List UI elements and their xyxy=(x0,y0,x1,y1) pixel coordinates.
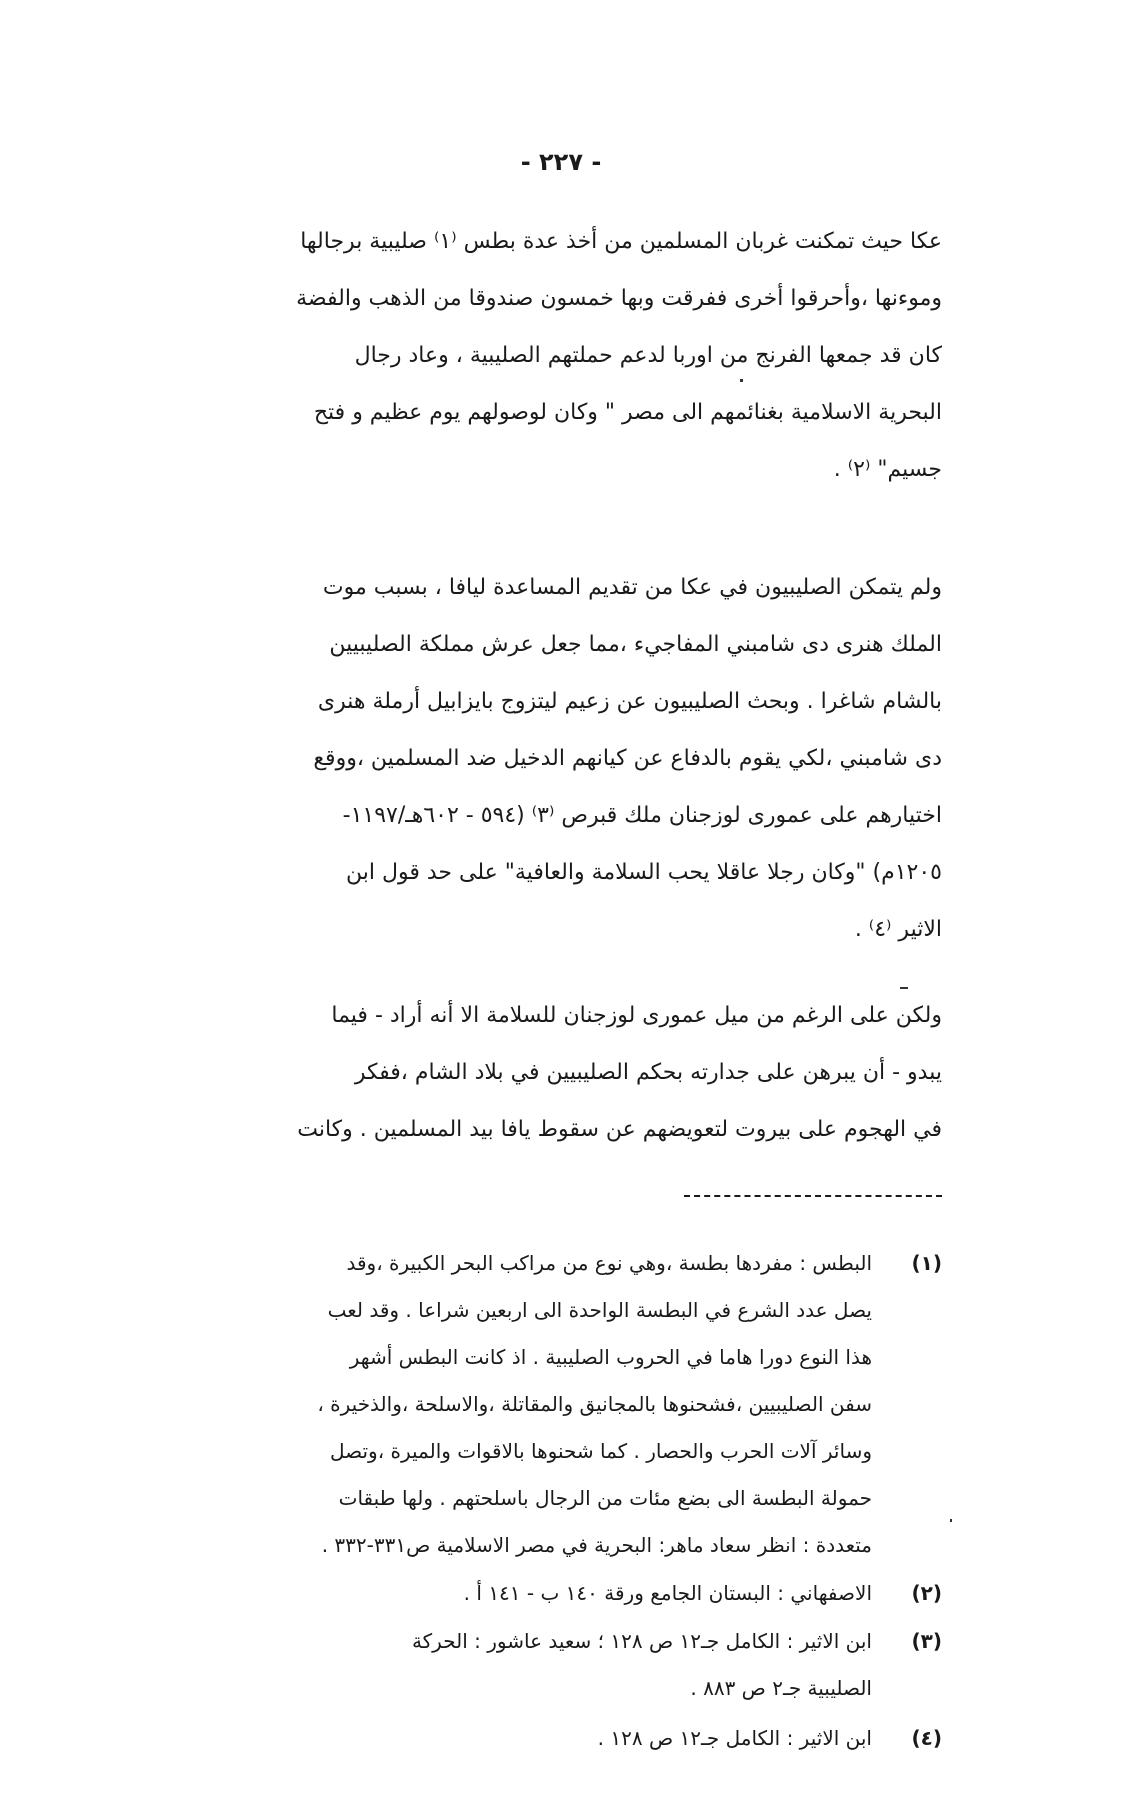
scan-speck xyxy=(740,379,743,382)
paragraph-line: عكا حيث تمكنت غربان المسلمين من أخذ عدة بطس ⁽١⁾ صليبية برجالها xyxy=(300,229,942,254)
footnote-text: البطس : مفردها بطسة ،وهي نوع من مراكب البحر الكبيرة ،وقد xyxy=(346,1251,872,1275)
paragraph-line: في الهجوم على بيروت لتعويضهم عن سقوط يافا بيد المسلمين . وكانت xyxy=(297,1117,942,1142)
footnote-1-line: حمولة البطسة الى بضع مئات من الرجال باسلحتهم . ولها طبقات xyxy=(338,1486,872,1510)
page-number: - ٢٢٧ - xyxy=(520,148,602,176)
scan-speck xyxy=(900,987,908,989)
paragraph-line: ١٢٠٥م) "وكان رجلا عاقلا يحب السلامة والعافية" على حد قول ابن xyxy=(346,860,942,885)
footnote-text: ابن الاثير : الكامل جـ١٢ ص ١٢٨ ؛ سعيد عاشور : الحركة xyxy=(411,1629,872,1653)
footnote-text: الاصفهاني : البستان الجامع ورقة ١٤٠ ب - ١٤١ أ . xyxy=(463,1581,872,1605)
paragraph-line: كان قد جمعها الفرنج من اوربا لدعم حملتهم الصليبية ، وعاد رجال xyxy=(354,343,942,368)
footnote-1-line: وسائر آلات الحرب والحصار . كما شحنوها بالاقوات والميرة ،وتصل xyxy=(329,1439,872,1463)
footnote-1-line: يصل عدد الشرع في البطسة الواحدة الى اربعين شراعا . وقد لعب xyxy=(327,1298,872,1322)
footnote-1-line: هذا النوع دورا هاما في الحروب الصليبية . اذ كانت البطس أشهر xyxy=(349,1345,872,1369)
paragraph-2 xyxy=(136,568,942,948)
paragraph-line: ولكن على الرغم من ميل عمورى لوزجنان للسلامة الا أنه أراد - فيما xyxy=(331,1003,942,1028)
paragraph-line: جسيم" ⁽٢⁾ . xyxy=(833,457,942,482)
footnote-2-line xyxy=(52,1575,942,1611)
footnote-number: (١) xyxy=(911,1251,942,1275)
paragraph-line: الملك هنرى دى شامبني المفاجيء ،مما جعل عرش مملكة الصليبيين xyxy=(329,632,942,657)
paragraph-line: وموءنها ،وأحرقوا أخرى ففرقت وبها خمسون صندوقا من الذهب والفضة xyxy=(296,286,942,311)
paragraph-3 xyxy=(136,996,942,1156)
footnote-3-line xyxy=(52,1623,942,1659)
footnote-divider xyxy=(684,1195,942,1197)
paragraph-line: الاثير ⁽٤⁾ . xyxy=(854,917,942,942)
footnote-1-line: متعددة : انظر سعاد ماهر: البحرية في مصر الاسلامية ص٣٣١-٣٣٢ . xyxy=(321,1533,872,1557)
paragraph-line: دى شامبني ،لكي يقوم بالدفاع عن كيانهم الدخيل ضد المسلمين ،ووقع xyxy=(313,746,942,771)
footnote-1-line: سفن الصليبيين ،فشحنوها بالمجانيق والمقاتلة ،والاسلحة ،والذخيرة ، xyxy=(317,1392,872,1416)
paragraph-line: البحرية الاسلامية بغنائمهم الى مصر " وكان لوصولهم يوم عظيم و فتح xyxy=(313,400,942,425)
paragraph-line: بالشام شاغرا . وبحث الصليبيون عن زعيم ليتزوج بايزابيل أرملة هنرى xyxy=(317,689,942,714)
footnote-text: ابن الاثير : الكامل جـ١٢ ص ١٢٨ . xyxy=(597,1726,872,1750)
footnote-1-line xyxy=(52,1245,942,1281)
footnote-number: (٤) xyxy=(911,1726,942,1750)
scan-speck xyxy=(950,1519,952,1522)
paragraph-line: ولم يتمكن الصليبيون في عكا من تقديم المساعدة ليافا ، بسبب موت xyxy=(322,575,942,600)
footnote-3-line: الصليبية جـ٢ ص ٨٨٣ . xyxy=(690,1676,872,1700)
paragraph-line: اختيارهم على عمورى لوزجنان ملك قبرص ⁽٣⁾ (٥٩٤ - ٦٠٢هـ/١١٩٧- xyxy=(342,803,942,828)
footnote-4-line xyxy=(52,1720,942,1756)
paragraph-1 xyxy=(136,222,942,482)
footnote-number: (٣) xyxy=(911,1629,942,1653)
paragraph-line: يبدو - أن يبرهن على جدارته بحكم الصليبيين في بلاد الشام ،ففكر xyxy=(354,1060,942,1085)
footnote-number: (٢) xyxy=(911,1581,942,1605)
